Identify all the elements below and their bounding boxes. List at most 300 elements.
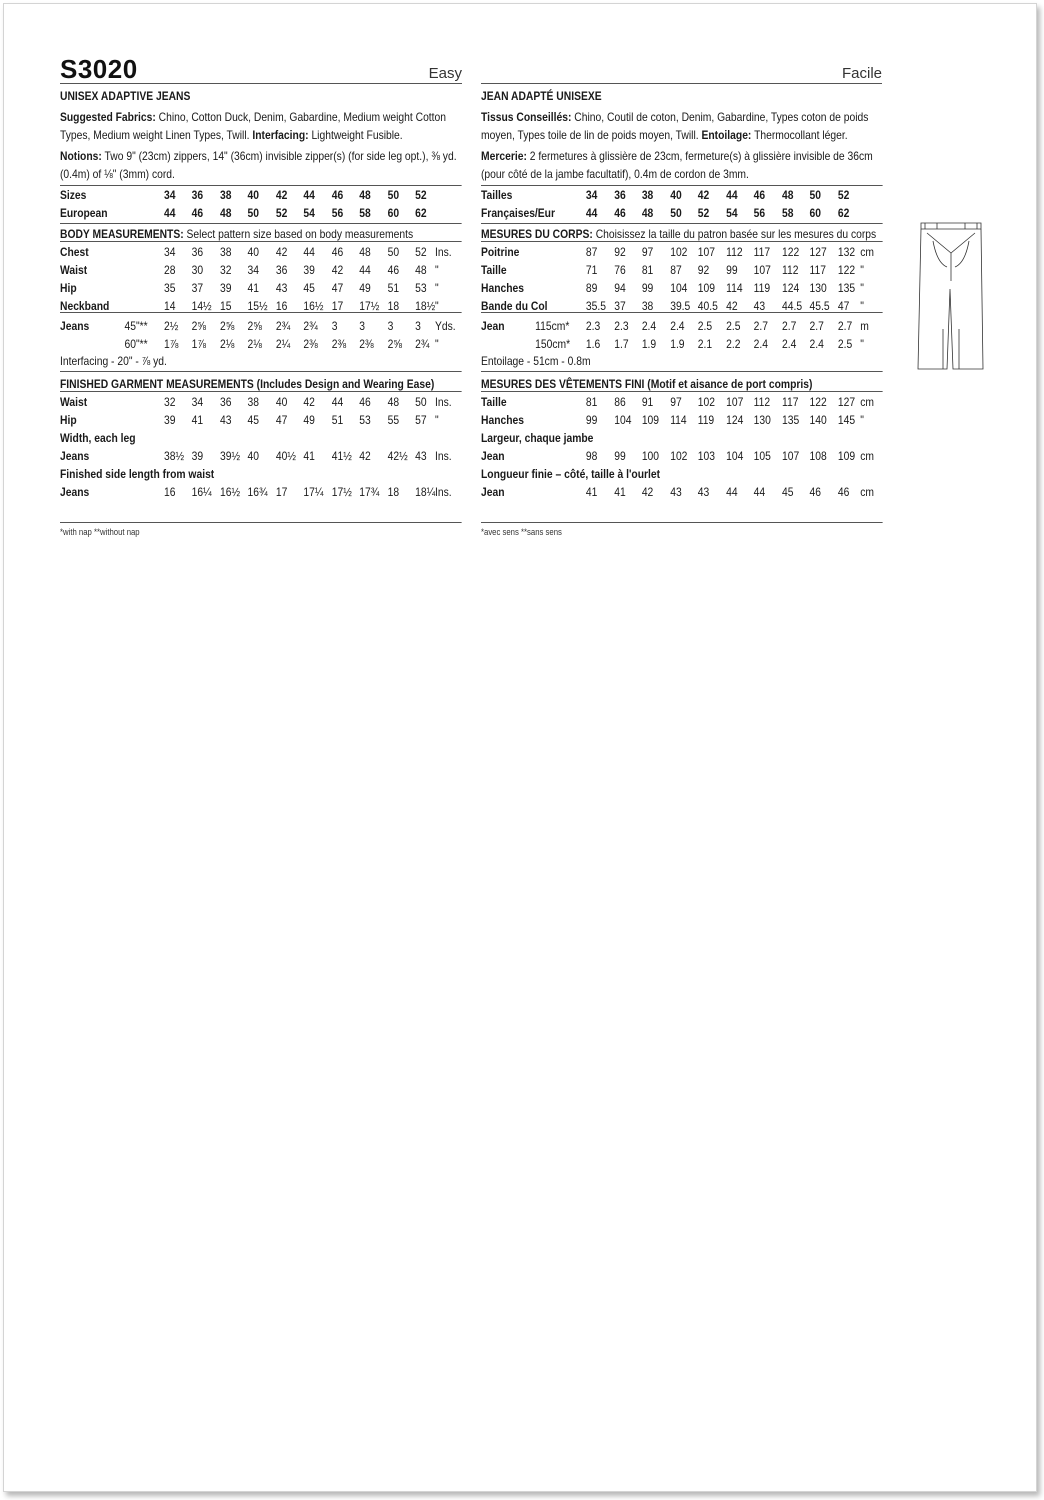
table-cell: 86: [614, 395, 626, 409]
footnote: *avec sens **sans sens: [481, 527, 562, 537]
table-cell: 34: [585, 188, 598, 202]
table-cell: 2.4: [670, 319, 685, 333]
row-label: European: [60, 206, 108, 220]
table-cell: 81: [585, 395, 598, 409]
table-cell: 62: [837, 206, 850, 220]
unit-label: ": [434, 281, 439, 295]
table-cell: 104: [614, 413, 632, 427]
row-label: Jean: [481, 449, 505, 463]
table-cell: 1.9: [670, 337, 685, 351]
unit-label: ": [860, 337, 864, 351]
table-cell: 53: [359, 413, 371, 427]
table-cell: 39½: [219, 449, 241, 463]
table-cell: 16½: [303, 299, 324, 313]
table-cell: 46: [331, 245, 344, 259]
table-cell: 99: [726, 263, 738, 277]
table-cell: 109: [697, 281, 715, 295]
table-cell: 47: [837, 299, 850, 313]
table-cell: 45: [247, 413, 259, 427]
table-cell: 122: [782, 245, 800, 259]
pattern-envelope-back: [3, 3, 1037, 1492]
table-cell: 60: [809, 206, 822, 220]
table-cell: 2¾: [303, 319, 318, 333]
divider: [60, 185, 462, 186]
table-cell: 54: [726, 206, 738, 220]
fabric-width: 150cm*: [535, 337, 571, 351]
table-cell: 38: [219, 245, 232, 259]
table-cell: 42: [359, 449, 371, 463]
table-cell: 2.3: [614, 319, 629, 333]
heading-bold: BODY MEASUREMENTS:: [60, 227, 184, 241]
table-cell: 49: [303, 413, 315, 427]
fabric-width: 60"**: [124, 337, 148, 351]
table-cell: 2.5: [837, 337, 853, 351]
table-cell: 57: [415, 413, 427, 427]
finished-measurements-heading: [481, 377, 812, 391]
table-cell: 117: [753, 245, 771, 259]
width-heading: Width, each leg: [60, 431, 136, 445]
table-cell: 47: [331, 281, 344, 295]
table-cell: 2.3: [585, 319, 601, 333]
table-cell: 1⅞: [164, 337, 179, 351]
table-cell: 140: [809, 413, 827, 427]
table-cell: 48: [219, 206, 232, 220]
table-cell: 46: [614, 206, 626, 220]
table-cell: 107: [782, 449, 800, 463]
table-cell: 76: [614, 263, 626, 277]
table-cell: 44: [359, 263, 371, 277]
table-cell: 71: [585, 263, 598, 277]
table-cell: 48: [387, 395, 400, 409]
table-cell: 2.7: [809, 319, 824, 333]
table-cell: 105: [753, 449, 771, 463]
table-cell: 124: [782, 281, 800, 295]
table-cell: 112: [726, 245, 743, 259]
table-cell: 16¾: [247, 485, 268, 499]
table-cell: 122: [809, 395, 827, 409]
table-cell: 52: [837, 188, 850, 202]
table-cell: 35: [164, 281, 176, 295]
table-cell: 44: [726, 485, 738, 499]
table-cell: 94: [614, 281, 626, 295]
heading-bold: MESURES DES VÊTEMENTS FINI: [481, 377, 645, 391]
table-cell: 124: [726, 413, 744, 427]
table-cell: 56: [331, 206, 344, 220]
pattern-code: S3020: [60, 54, 138, 84]
footnote: *with nap **without nap: [60, 527, 140, 537]
table-cell: 46: [809, 485, 822, 499]
table-cell: 16: [275, 299, 288, 313]
unit-label: ": [434, 299, 439, 313]
table-cell: 2½: [164, 319, 179, 333]
table-cell: 52: [415, 188, 427, 202]
table-cell: 50: [387, 188, 400, 202]
table-cell: 16½: [219, 485, 241, 499]
yardage-label: Jeans: [60, 319, 90, 333]
divider: [481, 371, 883, 372]
row-label: Chest: [60, 245, 89, 259]
table-cell: 42: [726, 299, 738, 313]
table-cell: 46: [837, 485, 850, 499]
table-cell: 1.9: [641, 337, 657, 351]
difficulty-level-fr: Facile: [841, 65, 882, 82]
table-cell: 36: [219, 395, 232, 409]
table-cell: 50: [809, 188, 822, 202]
row-label: Hanches: [481, 413, 525, 427]
table-cell: 44: [585, 206, 598, 220]
width-heading: Largeur, chaque jambe: [481, 431, 594, 445]
table-cell: 53: [415, 281, 427, 295]
table-cell: 44: [303, 188, 315, 202]
garment-title-fr: JEAN ADAPTÉ UNISEXE: [481, 89, 602, 103]
heading-text: Choisissez la taille du patron basée sur les mesures du corps: [595, 227, 877, 241]
table-cell: 34: [247, 263, 259, 277]
row-label: Jeans: [60, 485, 90, 499]
table-cell: 2⅜: [331, 337, 347, 351]
table-cell: 102: [670, 449, 688, 463]
table-cell: 2⅛: [219, 337, 235, 351]
table-cell: 50: [247, 206, 259, 220]
table-cell: 114: [670, 413, 687, 427]
row-label: Taille: [481, 395, 507, 409]
divider: [481, 185, 883, 186]
table-cell: 15½: [247, 299, 268, 313]
table-cell: 48: [359, 188, 371, 202]
table-cell: 39: [303, 263, 315, 277]
divider: [60, 312, 462, 313]
table-cell: 97: [670, 395, 682, 409]
table-cell: 41: [614, 485, 626, 499]
table-cell: 40½: [275, 449, 296, 463]
table-cell: 91: [641, 395, 654, 409]
table-cell: 30: [191, 263, 204, 277]
table-cell: 60: [387, 206, 400, 220]
fabrics-line-1-fr: Tissus Conseillés: Chino, Coutil de coton, Denim, Gabardine, Types coton de poids: [481, 110, 869, 124]
table-cell: 50: [387, 245, 400, 259]
table-cell: 1.7: [614, 337, 629, 351]
heading-text: (Motif et aisance de port compris): [647, 377, 813, 391]
table-cell: 62: [415, 206, 427, 220]
table-cell: 43: [415, 449, 427, 463]
divider: [60, 223, 462, 224]
table-cell: 55: [387, 413, 400, 427]
fabrics-line-2-fr: moyen, Types toile de lin de poids moyen, Twill. Entoilage: Thermocollant léger.: [481, 128, 848, 142]
table-cell: 38½: [164, 449, 185, 463]
table-cell: 99: [641, 281, 654, 295]
table-cell: 2.7: [753, 319, 768, 333]
table-cell: 127: [837, 395, 856, 409]
fabric-width: 45"**: [124, 319, 148, 333]
table-cell: 2.7: [782, 319, 797, 333]
table-cell: 40: [275, 395, 288, 409]
table-cell: 43: [753, 299, 766, 313]
table-cell: 42: [641, 485, 654, 499]
table-cell: 37: [191, 281, 204, 295]
table-cell: 41: [247, 281, 259, 295]
table-cell: 17¾: [359, 485, 380, 499]
table-cell: 2.7: [837, 319, 853, 333]
table-cell: 48: [641, 206, 654, 220]
table-cell: 17½: [359, 299, 380, 313]
table-cell: 32: [164, 395, 176, 409]
body-measurements-heading: [481, 227, 876, 241]
table-cell: 2⅝: [219, 319, 235, 333]
row-label: Hanches: [481, 281, 525, 295]
table-cell: 34: [191, 395, 204, 409]
table-cell: 36: [191, 188, 204, 202]
table-cell: 109: [837, 449, 856, 463]
table-cell: 100: [641, 449, 660, 463]
table-cell: 2.4: [809, 337, 824, 351]
row-label: Jeans: [60, 449, 90, 463]
table-cell: 45: [303, 281, 315, 295]
french-text: [481, 54, 882, 574]
table-cell: 16¼: [191, 485, 212, 499]
table-cell: 34: [164, 188, 176, 202]
table-cell: 40: [247, 449, 259, 463]
divider: [60, 241, 462, 242]
table-cell: 38: [641, 299, 654, 313]
table-cell: 52: [275, 206, 288, 220]
table-cell: 18: [387, 485, 400, 499]
table-cell: 41: [191, 413, 204, 427]
table-cell: 46: [331, 188, 344, 202]
table-cell: 42: [303, 395, 315, 409]
table-cell: 119: [697, 413, 715, 427]
table-cell: 42: [275, 245, 288, 259]
table-cell: 40: [670, 188, 682, 202]
table-cell: 46: [753, 188, 766, 202]
table-cell: 17: [331, 299, 344, 313]
table-cell: 18½: [415, 299, 436, 313]
table-cell: 43: [275, 281, 288, 295]
table-cell: 17: [275, 485, 288, 499]
table-cell: 50: [670, 206, 682, 220]
unit-label: cm: [860, 485, 875, 499]
heading-text: (Includes Design and Wearing Ease): [256, 377, 435, 391]
divider: [481, 223, 883, 224]
table-cell: 46: [359, 395, 371, 409]
table-cell: 50: [415, 395, 427, 409]
table-cell: 130: [809, 281, 827, 295]
table-cell: 43: [697, 485, 710, 499]
table-cell: 2.4: [782, 337, 797, 351]
garment-title: UNISEX ADAPTIVE JEANS: [60, 89, 191, 103]
table-cell: 15: [219, 299, 232, 313]
table-cell: 119: [753, 281, 771, 295]
table-cell: 117: [809, 263, 826, 277]
table-cell: 39: [219, 281, 232, 295]
table-cell: 44.5: [782, 299, 803, 313]
table-cell: 92: [697, 263, 710, 277]
table-cell: 81: [641, 263, 654, 277]
length-heading: Finished side length from waist: [60, 467, 215, 481]
divider: [481, 391, 883, 392]
english-text: [60, 54, 462, 574]
table-cell: 2⅛: [247, 337, 262, 351]
table-cell: 44: [164, 206, 176, 220]
table-cell: 2⅝: [247, 319, 262, 333]
unit-label: ": [860, 413, 864, 427]
row-label: Bande du Col: [481, 299, 548, 313]
table-cell: 108: [809, 449, 827, 463]
table-cell: 44: [303, 245, 315, 259]
table-cell: 41: [303, 449, 315, 463]
table-cell: 92: [614, 245, 626, 259]
table-cell: 42: [275, 188, 288, 202]
table-cell: 43: [219, 413, 232, 427]
divider: [481, 312, 883, 313]
table-cell: 1.6: [585, 337, 601, 351]
table-cell: 37: [614, 299, 626, 313]
table-cell: 2.5: [697, 319, 713, 333]
unit-label: Ins.: [434, 245, 452, 259]
table-cell: 44: [753, 485, 766, 499]
table-cell: 2¾: [275, 319, 291, 333]
table-cell: 48: [359, 245, 371, 259]
table-cell: 35.5: [585, 299, 607, 313]
unit-label: ": [860, 299, 864, 313]
table-cell: 34: [164, 245, 176, 259]
table-cell: 104: [726, 449, 744, 463]
table-cell: 54: [303, 206, 315, 220]
table-cell: 49: [359, 281, 371, 295]
table-cell: 145: [837, 413, 856, 427]
unit-label: ": [860, 263, 864, 277]
table-cell: 43: [670, 485, 682, 499]
row-label: Neckband: [60, 299, 110, 313]
table-cell: 52: [415, 245, 427, 259]
table-cell: 17½: [331, 485, 352, 499]
table-cell: 17¼: [303, 485, 324, 499]
table-cell: 109: [641, 413, 660, 427]
table-cell: 130: [753, 413, 771, 427]
table-cell: 122: [837, 263, 856, 277]
row-label: Taille: [481, 263, 507, 277]
table-cell: 44: [726, 188, 738, 202]
unit-label: ": [434, 413, 439, 427]
table-cell: 42: [331, 263, 344, 277]
table-cell: 58: [359, 206, 371, 220]
difficulty-level: Easy: [428, 65, 462, 82]
unit-label: cm: [860, 395, 875, 409]
notions-line-1-fr: Mercerie: 2 fermetures à glissière de 23cm, fermeture(s) à glissière invisible de 36cm: [481, 149, 873, 163]
unit-label: ": [434, 337, 439, 351]
length-heading: Longueur finie – côté, taille à l'ourlet: [481, 467, 661, 481]
table-cell: 87: [585, 245, 598, 259]
divider: [481, 241, 883, 242]
unit-label: ": [860, 281, 864, 295]
unit-label: Yds.: [434, 319, 456, 333]
fabric-width: 115cm*: [535, 319, 570, 333]
table-cell: 2⅝: [191, 319, 206, 333]
unit-label: Ins.: [434, 485, 452, 499]
notions-line-2-fr: (pour côté de la jambe facultatif), 0.4m de cordon de 3mm.: [481, 167, 749, 181]
table-cell: 38: [247, 395, 259, 409]
table-cell: 14: [164, 299, 176, 313]
table-cell: 52: [697, 206, 710, 220]
table-cell: 2.1: [697, 337, 713, 351]
table-cell: 112: [753, 395, 771, 409]
fabrics-line-1: Suggested Fabrics: Chino, Cotton Duck, Denim, Gabardine, Medium weight Cotton: [60, 110, 447, 124]
row-label: Tailles: [481, 188, 513, 202]
table-cell: 45.5: [809, 299, 830, 313]
heading-text: Select pattern size based on body measurements: [186, 227, 414, 241]
table-cell: 107: [753, 263, 771, 277]
yardage-label: Jean: [481, 319, 505, 333]
row-label: Waist: [60, 263, 88, 277]
table-cell: 48: [415, 263, 427, 277]
divider: [60, 371, 462, 372]
heading-bold: MESURES DU CORPS:: [481, 227, 593, 241]
notions-line-1: Notions: Two 9" (23cm) zippers, 14" (36cm) invisible zipper(s) (for side leg opt.), ⅜ yd.: [60, 149, 457, 163]
table-cell: 58: [782, 206, 794, 220]
divider: [60, 522, 462, 523]
table-cell: 14½: [191, 299, 212, 313]
table-cell: 38: [219, 188, 232, 202]
table-cell: 51: [387, 281, 400, 295]
table-cell: 99: [614, 449, 626, 463]
table-cell: 46: [387, 263, 400, 277]
table-cell: 47: [275, 413, 288, 427]
table-cell: 46: [191, 206, 204, 220]
table-cell: 97: [641, 245, 654, 259]
table-cell: 42: [697, 188, 710, 202]
table-cell: 32: [219, 263, 232, 277]
body-measurements-heading: [60, 227, 413, 241]
unit-label: cm: [860, 245, 875, 259]
table-cell: 41½: [331, 449, 352, 463]
table-cell: 89: [585, 281, 598, 295]
row-label: Françaises/Eur: [481, 206, 556, 220]
table-cell: 112: [782, 263, 799, 277]
row-label: Poitrine: [481, 245, 520, 259]
unit-label: cm: [860, 449, 875, 463]
table-cell: 40: [247, 245, 259, 259]
table-cell: 102: [670, 245, 688, 259]
table-cell: 87: [670, 263, 682, 277]
table-cell: 2⅜: [303, 337, 318, 351]
table-cell: 36: [614, 188, 626, 202]
row-label: Sizes: [60, 188, 87, 202]
table-cell: 103: [697, 449, 715, 463]
table-cell: 98: [585, 449, 598, 463]
table-cell: 104: [670, 281, 688, 295]
table-cell: 2.4: [753, 337, 768, 351]
table-cell: 1⅞: [191, 337, 206, 351]
fabrics-line-2: Types, Medium weight Linen Types, Twill. Interfacing: Lightweight Fusible.: [60, 128, 403, 142]
table-cell: 132: [837, 245, 856, 259]
table-cell: 2¾: [415, 337, 430, 351]
unit-label: ": [434, 263, 439, 277]
table-cell: 135: [837, 281, 856, 295]
table-cell: 2.2: [726, 337, 741, 351]
table-cell: 2⅜: [359, 337, 374, 351]
table-cell: 99: [585, 413, 598, 427]
table-cell: 39: [191, 449, 204, 463]
table-cell: 3: [359, 319, 366, 333]
table-cell: 2⅝: [387, 337, 403, 351]
table-cell: 102: [697, 395, 715, 409]
row-label: Hip: [60, 281, 77, 295]
table-cell: 2.4: [641, 319, 657, 333]
row-label: Hip: [60, 413, 77, 427]
table-cell: 3: [387, 319, 394, 333]
table-cell: 39.5: [670, 299, 691, 313]
table-cell: 3: [331, 319, 338, 333]
table-cell: 48: [782, 188, 794, 202]
unit-label: Ins.: [434, 449, 452, 463]
